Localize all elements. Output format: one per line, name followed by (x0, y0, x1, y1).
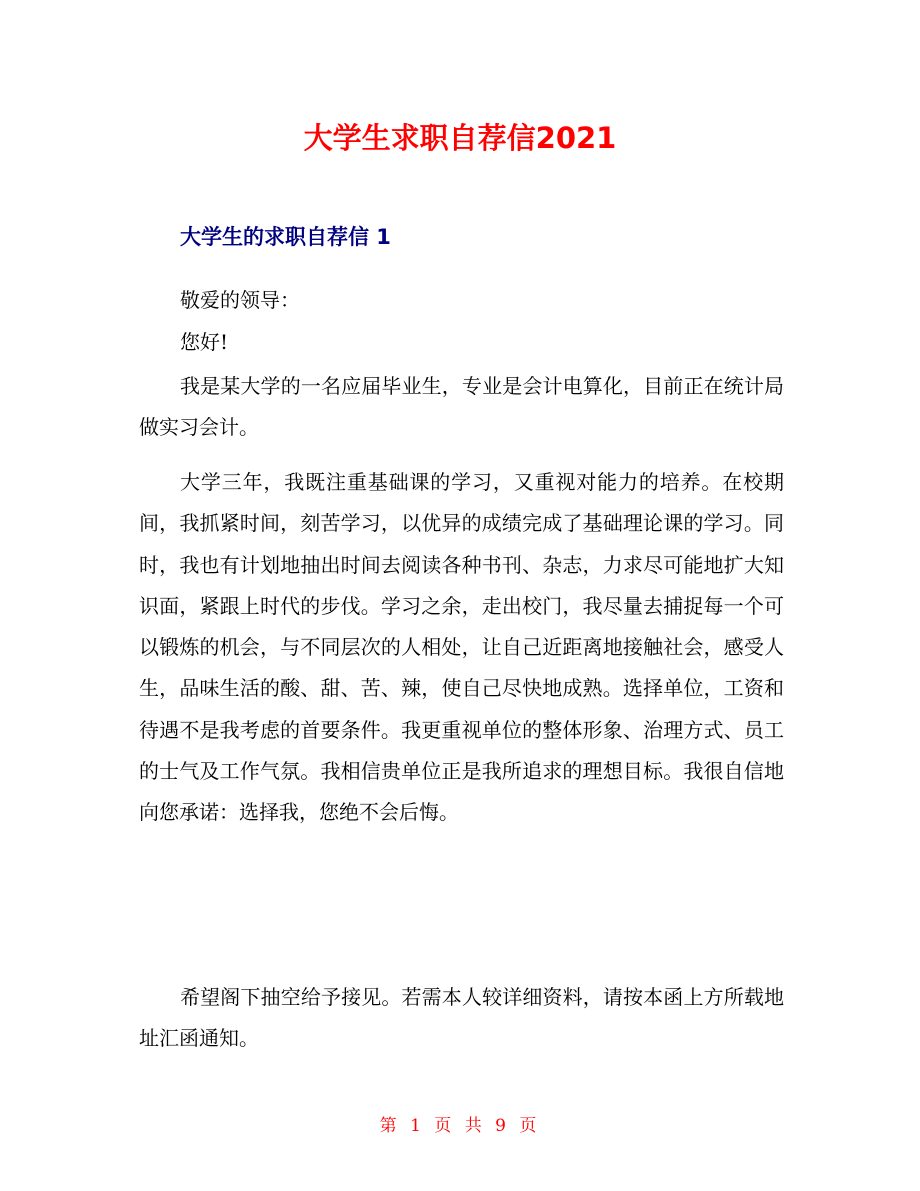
body-paragraph-1: 我是某大学的一名应届毕业生，专业是会计电算化，目前正在统计局做实习会计。 (139, 374, 784, 440)
body-paragraph-2: 大学三年，我既注重基础课的学习，又重视对能力的培养。在校期间，我抓紧时间，刻苦学习，以优异的成绩完成了基础理论课的学习。同时，我也有计划地抽出时间去阅读各种书刊、杂志，力求尽可能地扩大知识面，紧跟上时代的步伐。学习之余，走出校门，我尽量去捕捉每一个可以锻炼的机会，与不同层次的人相处，让自己近距离地接触社会，感受人生，品味生活的酸、甜、苦、辣，使自己尽快地成熟。选择单位，工资和待遇不是我考虑的首要条件。我更重视单位的整体形象、治理方式、员工的士气及工作气氛。我相信贵单位正是我所追求的理想目标。我很自信地向您承诺：选择我，您绝不会后悔。 (139, 470, 784, 825)
greeting: 您好! (180, 330, 229, 354)
body-paragraph-3: 希望阁下抽空给予接见。若需本人较详细资料，请按本函上方所载地址汇函通知。 (139, 985, 784, 1051)
salutation: 敬爱的领导： (180, 288, 300, 312)
document-title: 大学生求职自荐信2021 (303, 121, 617, 155)
section-heading: 大学生的求职自荐信 1 (180, 225, 391, 249)
page-number-footer: 第 1 页 共 9 页 (379, 1116, 541, 1136)
